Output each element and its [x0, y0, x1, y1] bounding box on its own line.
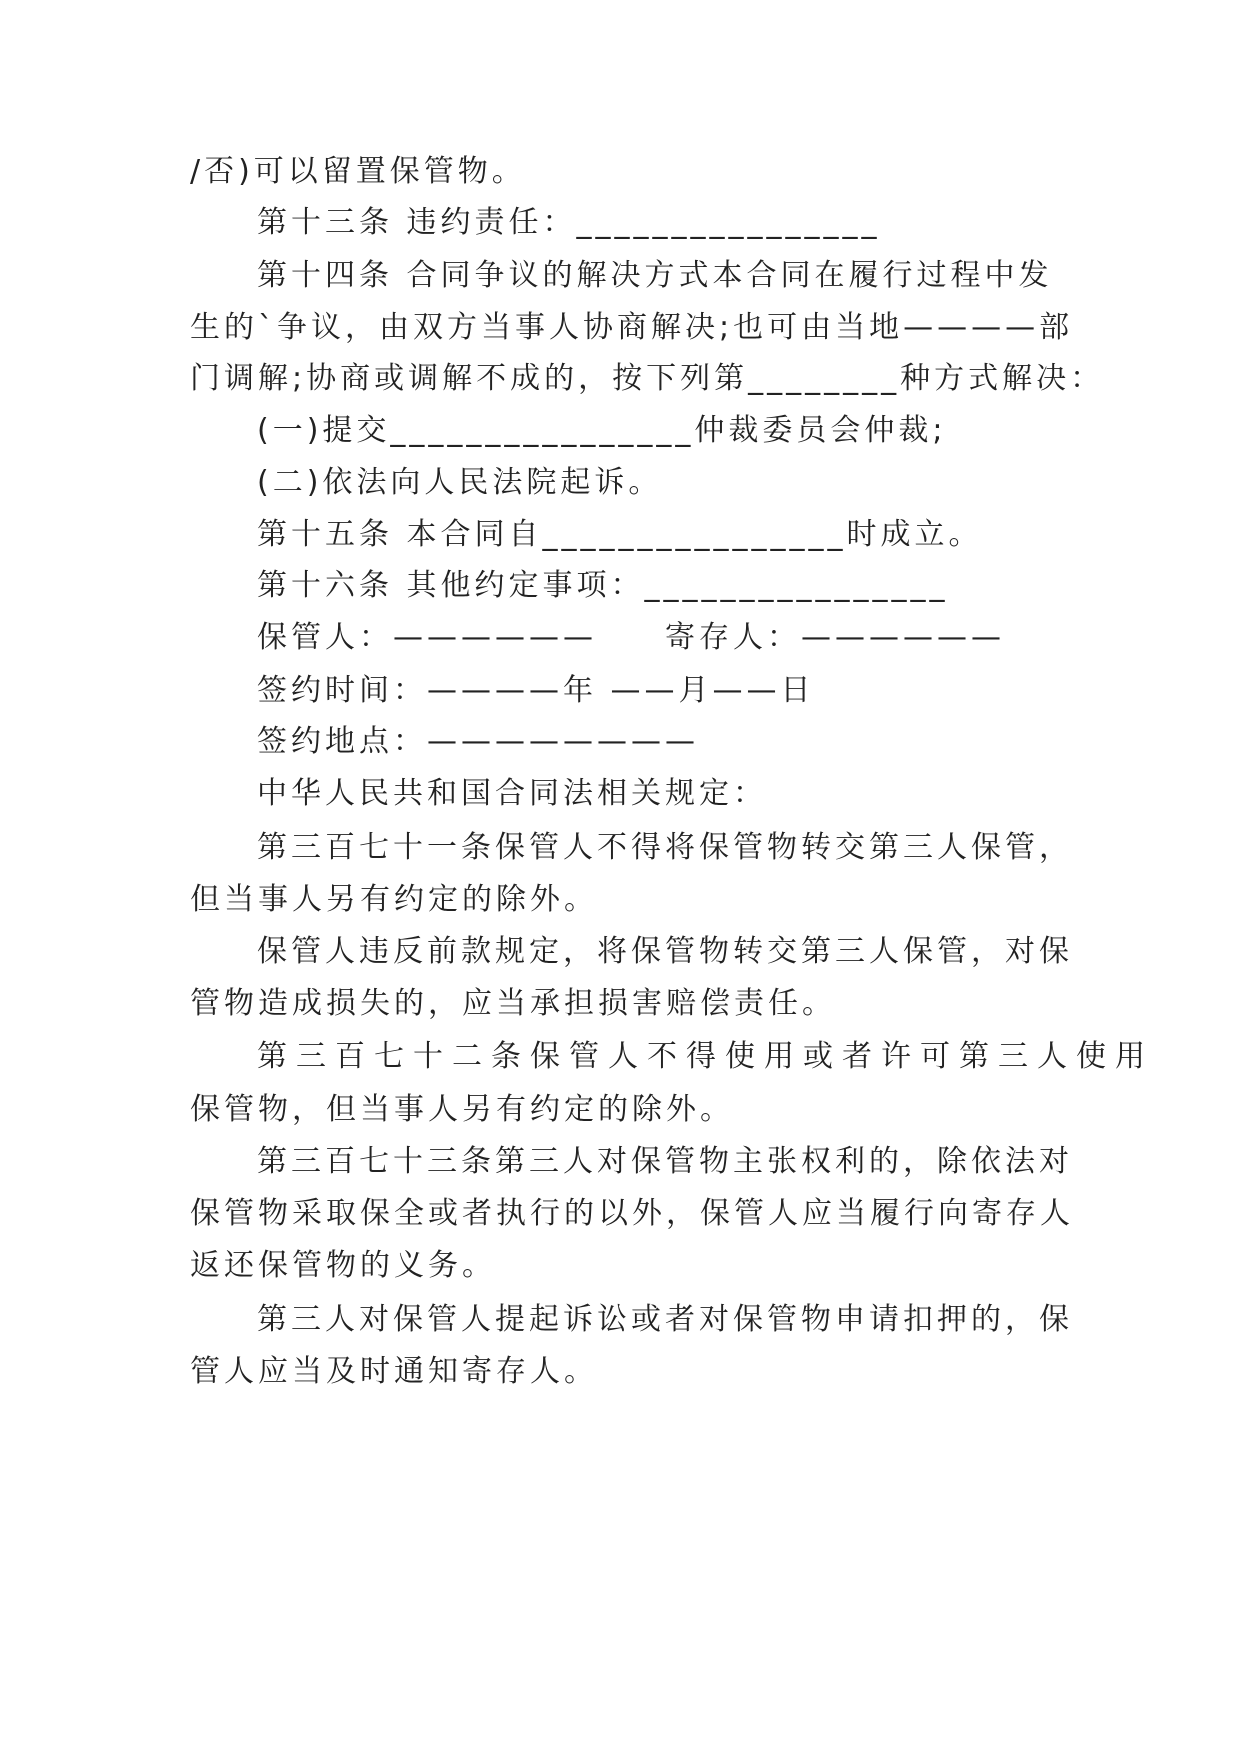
text-line: /否)可以留置保管物。 — [190, 154, 526, 189]
text-line: 返还保管物的义务。 — [190, 1248, 496, 1283]
text-line: (二)依法向人民法院起诉。 — [257, 465, 663, 500]
text-line: 保管物，但当事人另有约定的除外。 — [190, 1092, 734, 1127]
text-line: 生的`争议，由双方当事人协商解决;也可由当地————部 — [190, 310, 1074, 345]
text-line: 保管人违反前款规定，将保管物转交第三人保管，对保 — [257, 934, 1073, 969]
text-line: 门调解;协商或调解不成的，按下列第________种方式解决： — [190, 361, 1105, 396]
text-line: 第三百七十一条保管人不得将保管物转交第三人保管， — [257, 830, 1073, 865]
text-line: 保管物采取保全或者执行的以外，保管人应当履行向寄存人 — [190, 1196, 1074, 1231]
text-line: 第三百七十二条保管人不得使用或者许可第三人使用 — [257, 1039, 1154, 1074]
text-line: 第三人对保管人提起诉讼或者对保管物申请扣押的，保 — [257, 1302, 1073, 1337]
text-line: 第十六条 其他约定事项：________________ — [257, 568, 949, 603]
text-line: 第十五条 本合同自________________时成立。 — [257, 517, 983, 552]
text-line: 第十三条 违约责任：________________ — [257, 205, 881, 240]
section-heading: 中华人民共和国合同法相关规定： — [257, 776, 767, 811]
text-line: 但当事人另有约定的除外。 — [190, 882, 598, 917]
text-line: 管人应当及时通知寄存人。 — [190, 1354, 598, 1389]
text-line: 第三百七十三条第三人对保管物主张权利的，除依法对 — [257, 1144, 1073, 1179]
signing-place-line: 签约地点：———————— — [257, 724, 699, 759]
text-line: 第十四条 合同争议的解决方式本合同在履行过程中发 — [257, 258, 1053, 293]
text-line: 管物造成损失的，应当承担损害赔偿责任。 — [190, 986, 836, 1021]
text-line: (一)提交________________仲裁委员会仲裁; — [257, 413, 947, 448]
signing-date-line: 签约时间：————年 ——月——日 — [257, 673, 815, 708]
signature-line: 保管人：—————— 寄存人：—————— — [257, 620, 1005, 655]
